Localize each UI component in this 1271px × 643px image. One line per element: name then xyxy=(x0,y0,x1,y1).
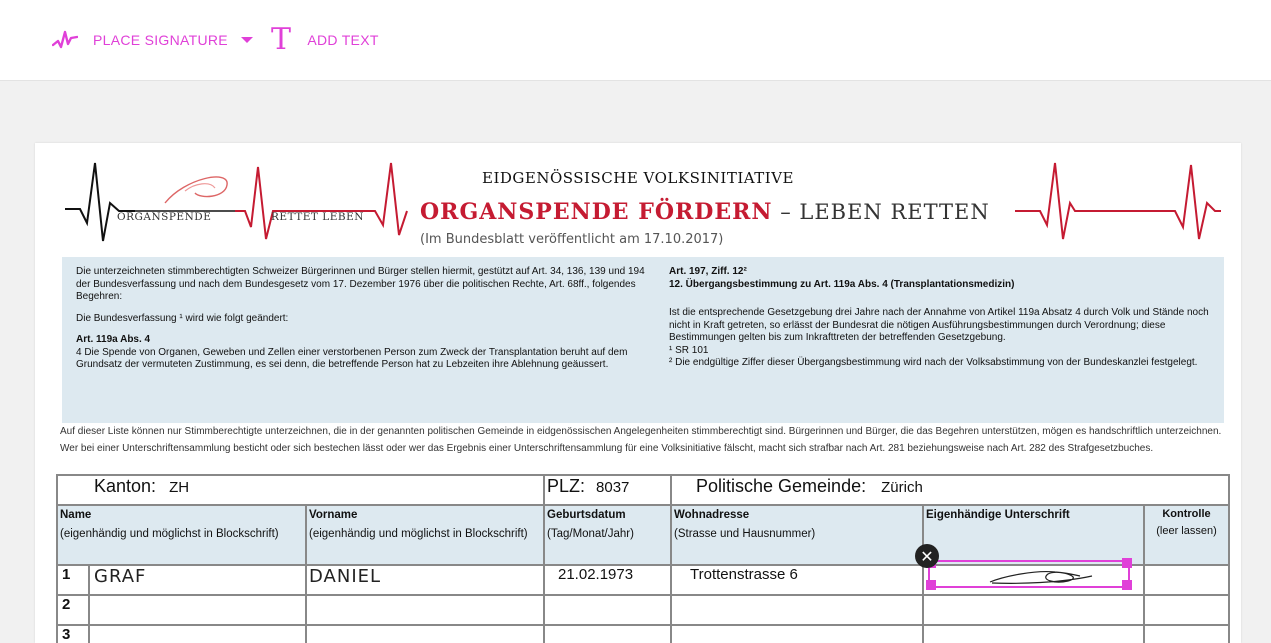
adresse-cell[interactable] xyxy=(671,595,923,625)
chevron-down-icon[interactable] xyxy=(240,35,254,45)
signature-table xyxy=(56,474,1230,643)
gemeinde-label: Politische Gemeinde: xyxy=(696,476,867,496)
kontrolle-cell xyxy=(1144,565,1229,595)
remove-signature-button[interactable] xyxy=(915,544,939,568)
row-number: 2 xyxy=(57,595,89,625)
vorname-cell[interactable] xyxy=(306,625,544,643)
vorname-cell[interactable] xyxy=(306,595,544,625)
resize-handle-top-right[interactable] xyxy=(1122,558,1132,568)
col-name xyxy=(57,505,306,565)
name-cell[interactable] xyxy=(89,565,306,595)
signature-drawing xyxy=(930,562,1128,586)
title-bold: ORGANSPENDE FÖRDERN xyxy=(420,199,773,225)
article-text: 4 Die Spende von Organen, Geweben und Zellen einer verstorbenen Person zum Zweck der Transplantation beruht auf dem Grundsatz der vermuteten Zustimmung, es sei denn, die betreffende Person hat zu Lebzeiten ihre Ablehnung geäussert. xyxy=(76,346,628,370)
geburt-cell[interactable] xyxy=(544,595,671,625)
footnote-2: ² Die endgültige Ziffer dieser Übergangsbestimmung wird nach der Volksabstimmung von der Bundeskanzlei festgelegt. xyxy=(669,357,1198,368)
close-icon: ✕ xyxy=(920,546,934,566)
unterschrift-cell[interactable] xyxy=(923,595,1144,625)
col-unterschrift-title: Eigenhändige Unterschrift xyxy=(926,509,1070,521)
right-heading-1: Art. 197, Ziff. 12² xyxy=(669,266,747,277)
col-kontrolle-title: Kontrolle xyxy=(1162,508,1211,520)
footnote-1: ¹ SR 101 xyxy=(669,344,709,356)
logo-word-rettet-leben: RETTET LEBEN xyxy=(271,211,364,223)
info-left xyxy=(76,266,656,381)
col-geburt xyxy=(544,505,671,565)
title-rest: – LEBEN RETTEN xyxy=(772,200,990,224)
col-unterschrift xyxy=(923,505,1144,565)
column-header-row xyxy=(57,505,1229,565)
adresse-value: Trottenstrasse 6 xyxy=(690,566,798,583)
gemeinde-value[interactable]: Zürich xyxy=(881,479,923,496)
info-right xyxy=(669,266,1214,370)
kanton-cell[interactable] xyxy=(57,475,544,505)
legal-smallprint: Auf dieser Liste können nur Stimmberechtigte unterzeichnen, die in der genannten politischen Gemeinde in eidgenössischen Angelegenheiten stimmberechtigt sind. Bürgerinnen und Bürger, die das Begehren unterstützen, mögen es handschriftlich unterzeichnen. Wer bei einer Unterschriftensammlung besticht oder sich bestechen lässt oder wer das Ergebnis einer Unterschriftensammlung für eine Volksinitiative fälscht, macht sich strafbar nach Art. 281 beziehungsweise nach Art. 282 des Strafgesetzbuches. xyxy=(60,426,1222,454)
add-text-button[interactable] xyxy=(271,0,379,80)
resize-handle-bottom-left[interactable] xyxy=(926,580,936,590)
col-vorname xyxy=(306,505,544,565)
adresse-cell[interactable] xyxy=(671,625,923,643)
vorname-value: DANIEL xyxy=(309,566,382,587)
gemeinde-cell[interactable] xyxy=(671,475,1229,505)
col-adresse-title: Wohnadresse xyxy=(674,509,750,521)
geburt-value: 21.02.1973 xyxy=(558,566,634,583)
col-vorname-title: Vorname xyxy=(309,509,358,521)
name-cell[interactable] xyxy=(89,625,306,643)
geburt-cell[interactable] xyxy=(544,565,671,595)
signature-selection-box[interactable] xyxy=(928,560,1130,588)
verfassung-text: Die Bundesverfassung ¹ wird wie folgt geändert: xyxy=(76,312,289,324)
unterschrift-cell[interactable] xyxy=(923,625,1144,643)
place-signature-label: PLACE SIGNATURE xyxy=(93,32,228,48)
right-text: Ist die entsprechende Gesetzgebung drei Jahre nach der Annahme von Artikel 119a Absatz 4 durch Volk und Stände noch nicht in Kraft getreten, so erlässt der Bundesrat die nötigen Ausführungsbestimmungen durch Verordnung; diese Bestimmungen gelten bis zum Inkrafttreten der betreffenden Gesetzgebung. xyxy=(669,307,1209,343)
col-geburt-sub: (Tag/Monat/Jahr) xyxy=(547,528,634,540)
plz-label: PLZ: xyxy=(547,476,586,496)
logo-word-organspende: ORGANSPENDE xyxy=(117,211,212,223)
kontrolle-cell xyxy=(1144,595,1229,625)
table-row xyxy=(57,625,1229,643)
geburt-cell[interactable] xyxy=(544,625,671,643)
row-number: 3 xyxy=(57,625,89,643)
resize-handle-bottom-right[interactable] xyxy=(1122,580,1132,590)
col-kontrolle xyxy=(1144,505,1229,565)
col-geburt-title: Geburtsdatum xyxy=(547,509,626,521)
kanton-label: Kanton: xyxy=(94,476,157,496)
col-adresse-sub: (Strasse und Hausnummer) xyxy=(674,528,816,540)
text-t-icon: T xyxy=(271,22,292,57)
toolbar xyxy=(0,0,1271,81)
form-meta-row xyxy=(57,475,1229,505)
right-heading-2: 12. Übergangsbestimmung zu Art. 119a Abs. 4 (Transplantationsmedizin) xyxy=(669,278,1015,290)
name-value: GRAF xyxy=(94,566,147,587)
plz-cell[interactable] xyxy=(544,475,671,505)
table-row xyxy=(57,595,1229,625)
initiative-label: EIDGENÖSSISCHE VOLKSINITIATIVE xyxy=(482,169,794,187)
adresse-cell[interactable] xyxy=(671,565,923,595)
col-name-title: Name xyxy=(60,509,92,521)
info-box xyxy=(62,257,1224,423)
col-kontrolle-sub: (leer lassen) xyxy=(1156,525,1217,537)
kanton-value[interactable]: ZH xyxy=(169,479,190,496)
col-adresse xyxy=(671,505,923,565)
row-number: 1 xyxy=(57,565,89,595)
kontrolle-cell xyxy=(1144,625,1229,643)
signature-pulse-icon xyxy=(52,27,78,53)
col-vorname-sub: (eigenhändig und möglichst in Blockschrift) xyxy=(309,528,528,540)
intro-text: Die unterzeichneten stimmberechtigten Schweizer Bürgerinnen und Bürger stellen hiermit, gestützt auf Art. 34, 136, 139 und 194 der Bundesverfassung und nach dem Bundesgesetz vom 17. Dezember 1976 über die politischen Rechte, Art. 68ff., folgendes Begehren: xyxy=(76,266,645,302)
plz-value[interactable]: 8037 xyxy=(596,479,630,496)
article-heading: Art. 119a Abs. 4 xyxy=(76,334,151,345)
vorname-cell[interactable] xyxy=(306,565,544,595)
add-text-label: ADD TEXT xyxy=(307,32,379,48)
place-signature-button[interactable] xyxy=(52,0,254,80)
bundesblatt-note: (Im Bundesblatt veröffentlicht am 17.10.2017) xyxy=(420,232,724,247)
main-title xyxy=(420,199,990,225)
name-cell[interactable] xyxy=(89,595,306,625)
col-name-sub: (eigenhändig und möglichst in Blockschrift) xyxy=(60,528,279,540)
